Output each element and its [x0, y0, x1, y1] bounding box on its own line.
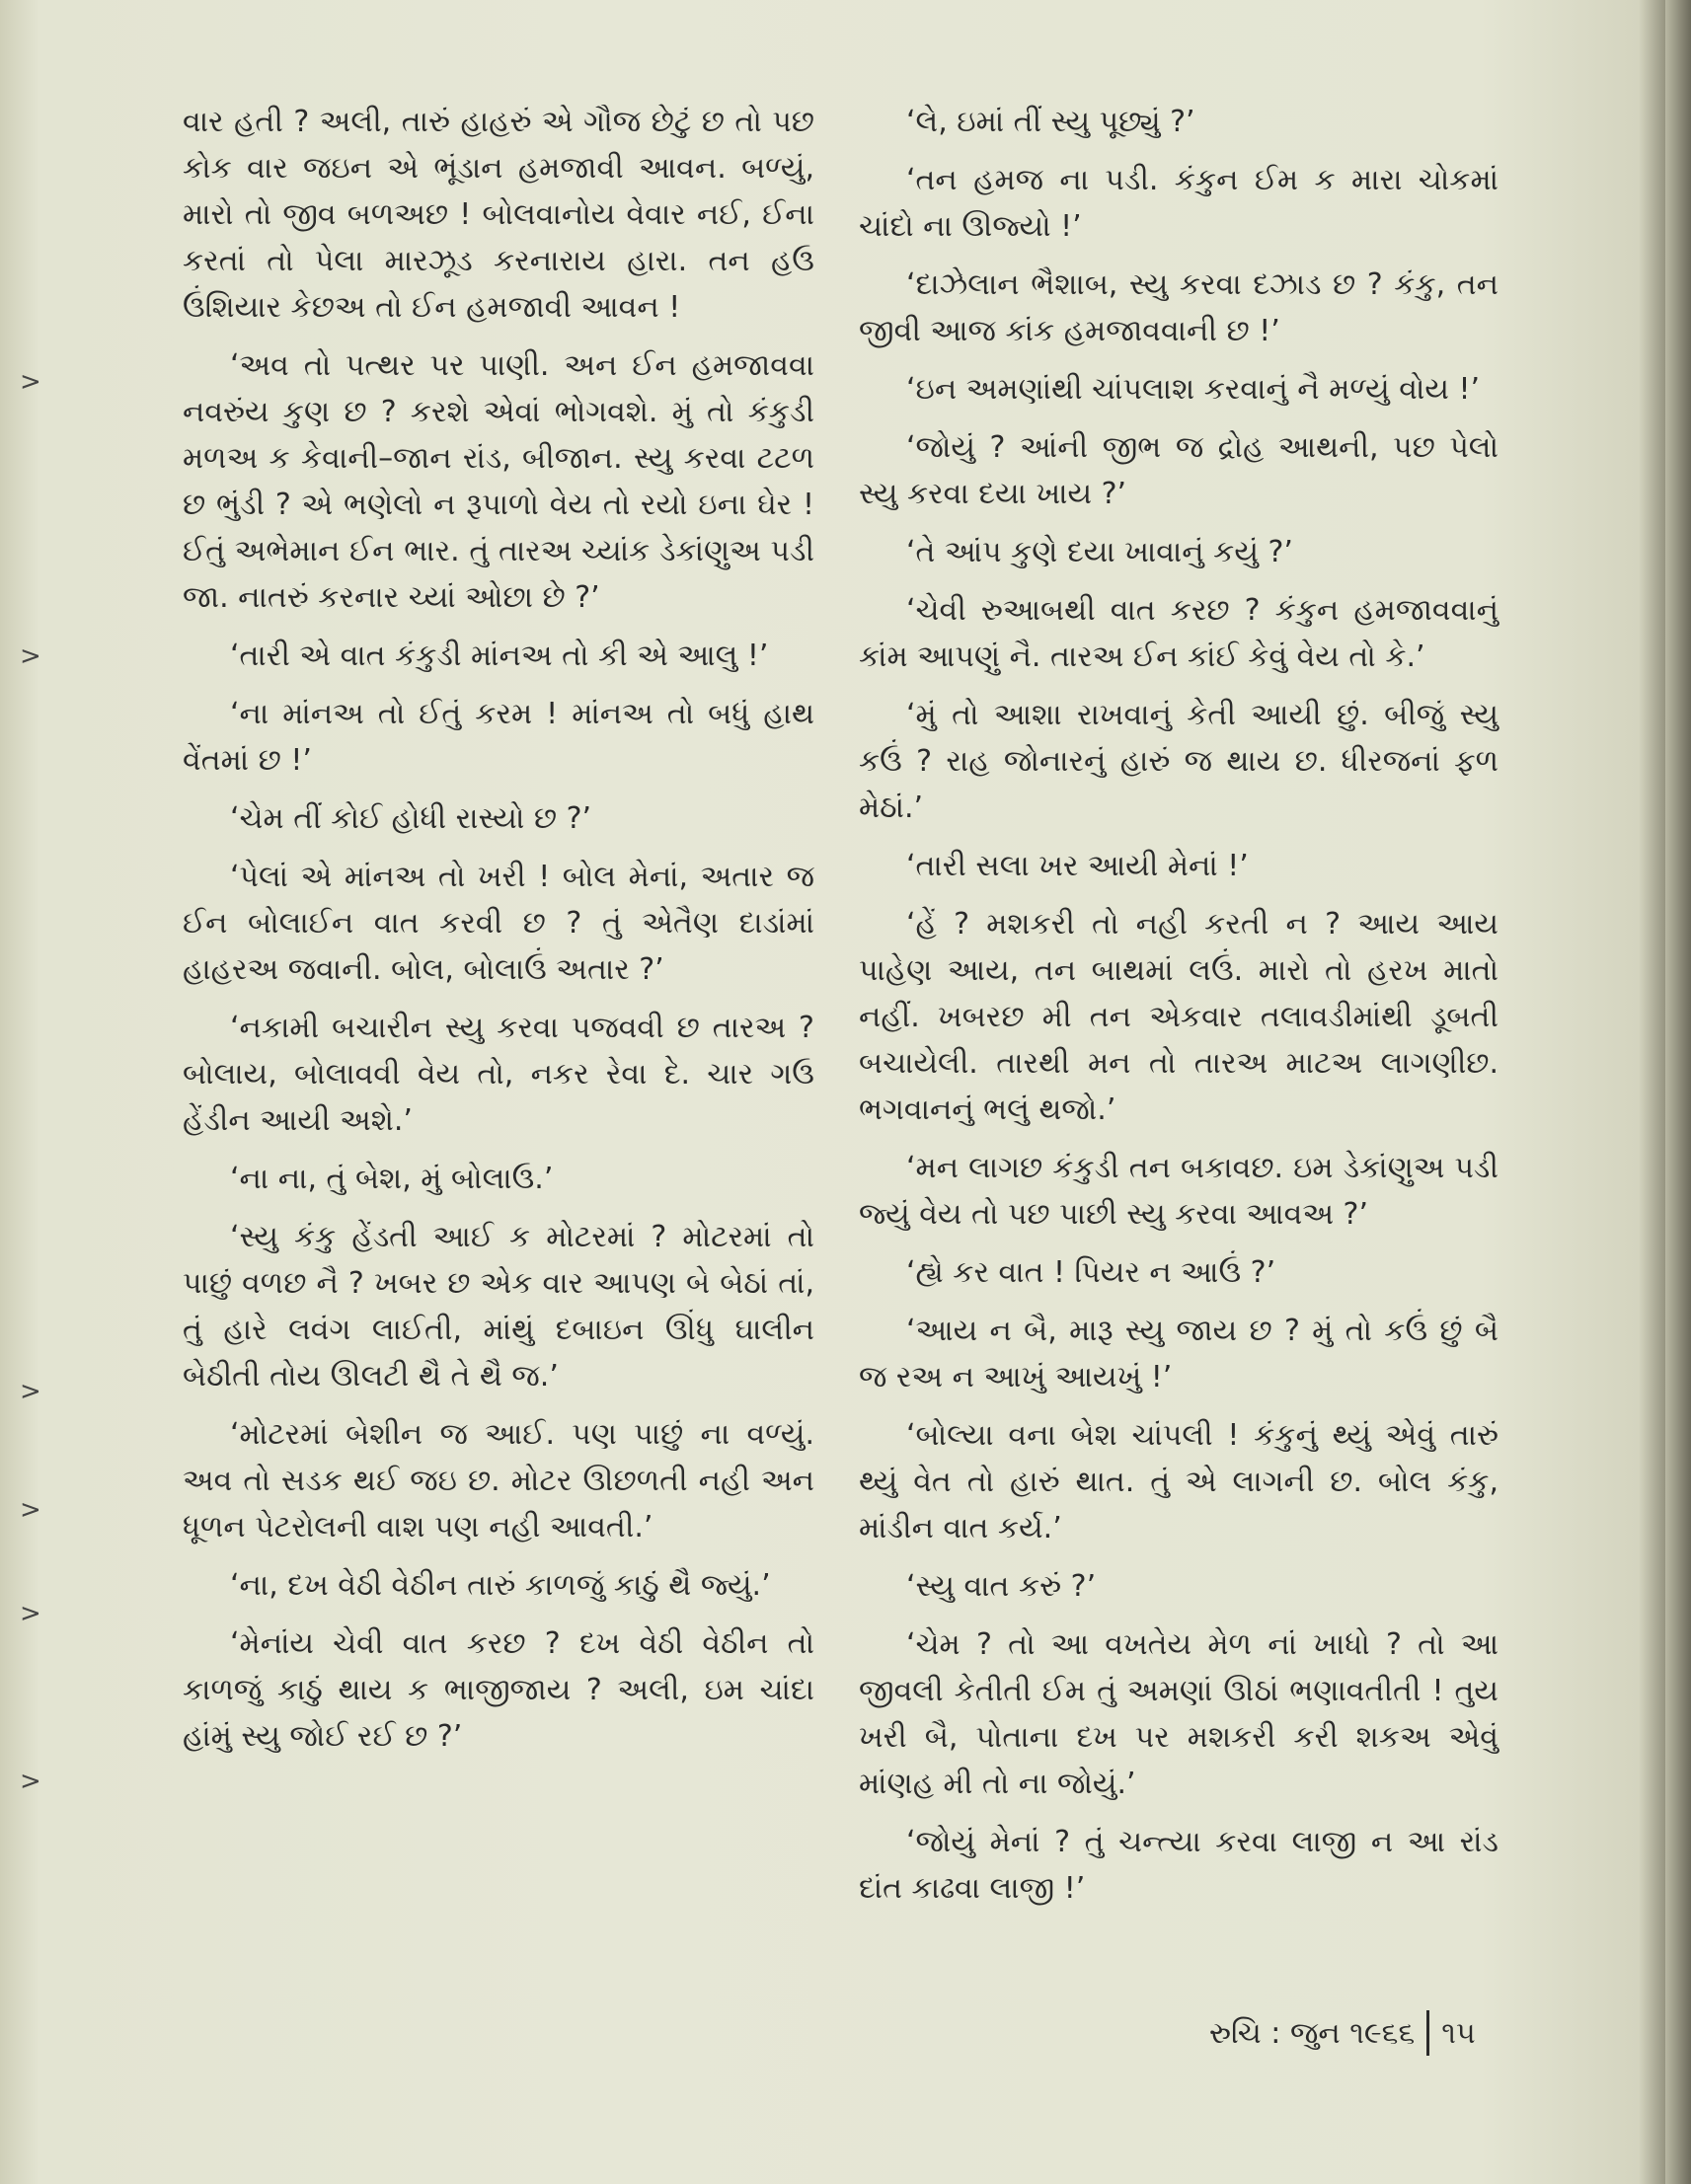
paragraph: ‘તારી સલા ખર આયી મેનાં !’ — [906, 849, 1249, 883]
margin-mark: > — [20, 1377, 41, 1406]
paragraph: ‘તે આંપ કુણે દયા ખાવાનું કયું ?’ — [906, 535, 1293, 569]
margin-mark: > — [20, 1599, 41, 1628]
paragraph: ‘મેનાંય ચેવી વાત કરછ ? દખ વેઠી વેઠીન તો કાળજું કાઠું થાય ક ભાજીજાય ? અલી, ઇમ ચાંદા હાંમું સ્યુ જોઈ રઈ છ ?’ — [183, 1626, 814, 1754]
page-footer — [1209, 2013, 1476, 2053]
paragraph: ‘લે, ઇમાં તીં સ્યુ પૂછ્યું ?’ — [906, 105, 1195, 139]
paragraph: ‘દાઝેલાન ભૈશાબ, સ્યુ કરવા દઝાડ છ ? કંકુ, તન જીવી આજ કાંક હમજાવવાની છ !’ — [859, 267, 1499, 348]
paragraph: ‘હેં ? મશકરી તો નહી કરતી ન ? આય આય પાહેણ આય, તન બાથમાં લઉં. મારો તો હરખ માતો નહીં. ખબરછ મી તન એકવાર તલાવડીમાંથી ડૂબતી બચાયેલી. તારથી મન તો તારઅ માટઅ લાગણીછ. ભગવાનનું ભલું થજો.’ — [859, 907, 1499, 1127]
paragraph: ‘મું તો આશા રાખવાનું કેતી આયી છું. બીજું સ્યુ કઉં ? રાહ જોનારનું હારું જ થાય છ. ધીરજનાં ફળ મેઠાં.’ — [859, 698, 1499, 825]
paragraph: ‘જોયું મેનાં ? તું ચન્ત્યા કરવા લાજી ન આ રાંડ દાંત કાઢવા લાજી !’ — [859, 1825, 1499, 1906]
paragraph: ‘ના માંનઅ તો ઈતું કરમ ! માંનઅ તો બધું હાથ વેંતમાં છ !’ — [183, 697, 814, 778]
paragraph: ‘નકામી બચારીન સ્યુ કરવા પજવવી છ તારઅ ? બોલાય, બોલાવવી વેય તો, નકર રેવા દે. ચાર ગઉ હેંડીન આયી અશે.’ — [183, 1011, 814, 1138]
paragraph: ‘સ્યુ કંકુ હેંડતી આઈ ક મોટરમાં ? મોટરમાં તો પાછું વળછ નૈ ? ખબર છ એક વાર આપણ બે બેઠાં તાં, તું હારે લવંગ લાઈતી, માંથું દબાઇન ઊંધુ ઘાલીન બેઠીતી તોય ઊલટી થૈ તે થૈ જ.’ — [183, 1220, 814, 1393]
paragraph: ‘અવ તો પત્થર પર પાણી. અન ઈન હમજાવવા નવરુંય કુણ છ ? કરશે એવાં ભોગવશે. મું તો કંકુડી મળઅ ક કેવાની–જાન રાંડ, બીજાન. સ્યુ કરવા ટટળ છ ભુંડી ? એ ભણેલો ન રૂપાળો વેય તો રયો ઇના ઘેર ! ઈતું અભેમાન ઈન ભાર. તું તારઅ ચ્યાંક ડેકાંણુઅ પડી જા. નાતરું કરનાર ચ્યાં ઓછા છે ?’ — [183, 348, 814, 615]
margin-mark: > — [20, 1767, 41, 1796]
paragraph: ‘સ્યુ વાત કરું ?’ — [906, 1569, 1097, 1604]
paragraph: વાર હતી ? અલી, તારું હાહરું એ ગૌજ છેટું છ તો પછ કોક વાર જઇન એ ભૂંડાન હમજાવી આવન. બળ્યું, મારો તો જીવ બળઅછ ! બોલવાનોય વેવાર નઈ, ઈના કરતાં તો પેલા મારઝૂડ કરનારાય હારા. તન હઉ ઉંશિયાર કેછઅ તો ઈન હમજાવી આવન ! — [183, 105, 814, 325]
footer-divider — [1426, 2010, 1429, 2056]
right-text-column — [859, 99, 1499, 1923]
paragraph: ‘તારી એ વાત કંકુડી માંનઅ તો કી એ આલુ !’ — [230, 639, 769, 673]
paragraph: ‘હ્યે કર વાત ! પિયર ન આઉં ?’ — [906, 1255, 1276, 1290]
paragraph: ‘ના ના, તું બેશ, મું બોલાઉ.’ — [230, 1162, 554, 1196]
left-text-column — [183, 99, 814, 1771]
paragraph: ‘ચેમ ? તો આ વખતેય મેળ નાં ખાધો ? તો આ જીવલી કેતીતી ઈમ તું અમણાં ઊઠાં ભણાવતીતી ! તુય ખરી બૈ, પોતાના દખ પર મશકરી કરી શકઅ એવું માંણહ મી તો ના જોયું.’ — [859, 1627, 1499, 1801]
margin-mark: > — [20, 1495, 41, 1525]
margin-mark: > — [20, 367, 41, 397]
margin-mark: > — [20, 641, 41, 671]
paragraph: ‘બોલ્યા વના બેશ ચાંપલી ! કંકુનું થ્યું એવું તારું થ્યું વેત તો હારું થાત. તું એ લાગની છ. બોલ કંકુ, માંડીન વાત કર્ય.’ — [859, 1418, 1499, 1545]
paragraph: ‘ચેમ તીં કોઈ હોધી રાસ્યો છ ?’ — [230, 801, 592, 836]
paragraph: ‘પેલાં એ માંનઅ તો ખરી ! બોલ મેનાં, અતાર જ ઈન બોલાઈન વાત કરવી છ ? તું એતૈણ દાડાંમાં હાહરઅ જવાની. બોલ, બોલાઉં અતાર ?’ — [183, 860, 814, 987]
paragraph: ‘ના, દખ વેઠી વેઠીન તારું કાળજું કાઠું થૈ જ્યું.’ — [230, 1568, 771, 1603]
issue-label: રુચિ : જુન ૧૯૬૬ — [1209, 2015, 1416, 2051]
binding-edge — [1665, 0, 1691, 2184]
paragraph: ‘મન લાગછ કંકુડી તન બકાવછ. ઇમ ડેકાંણુઅ પડી જ્યું વેય તો પછ પાછી સ્યુ કરવા આવઅ ?’ — [859, 1151, 1499, 1232]
paragraph: ‘ચેવી રુઆબથી વાત કરછ ? કંકુન હમજાવવાનું કાંમ આપણું નૈ. તારઅ ઈન કાંઈ કેવું વેય તો કે.’ — [859, 593, 1499, 674]
page-number: ૧૫ — [1441, 2015, 1476, 2051]
paragraph: ‘તન હમજ ના પડી. કંકુન ઈમ ક મારા ચોકમાં ચાંદો ના ઊજ્યો !’ — [859, 163, 1499, 244]
paragraph: ‘આય ન બૈ, મારૂ સ્યુ જાય છ ? મું તો કઉં છું બૈ જ રઅ ન આખું આયખું !’ — [859, 1314, 1499, 1394]
paragraph: ‘જોયું ? આંની જીભ જ દ્રોહ આથની, પછ પેલો સ્યુ કરવા દયા ખાય ?’ — [859, 430, 1499, 511]
paragraph: ‘મોટરમાં બેશીન જ આઈ. પણ પાછું ના વળ્યું. અવ તો સડક થઈ જઇ છ. મોટર ઊછળતી નહી અન ધૂળન પેટરોલની વાશ પણ નહી આવતી.’ — [183, 1417, 814, 1544]
paragraph: ‘ઇન અમણાંથી ચાંપલાશ કરવાનું નૈ મળ્યું વોય !’ — [906, 372, 1481, 407]
